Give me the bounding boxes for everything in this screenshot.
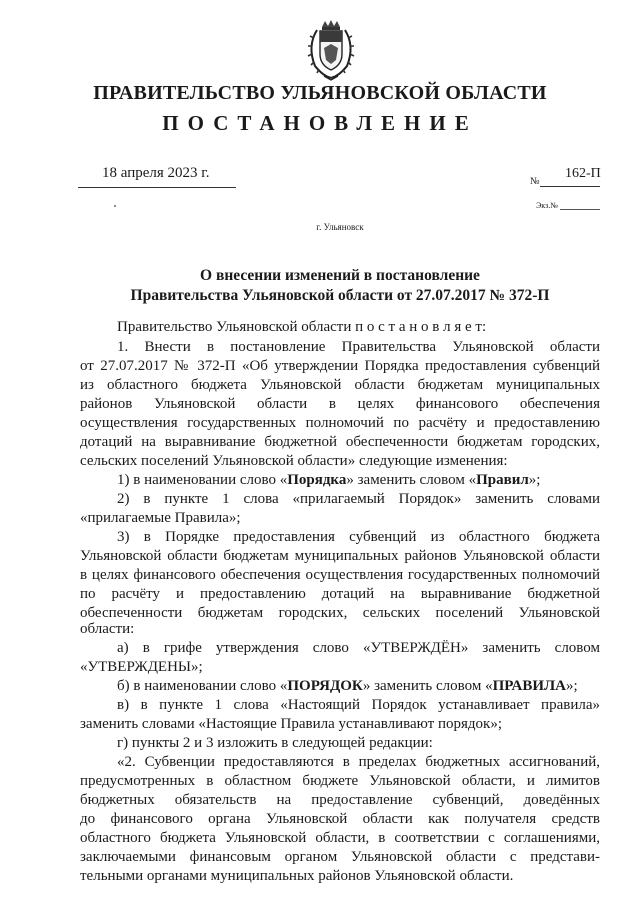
- body-line: г) пункты 2 и 3 изложить в следующей редакции:: [117, 735, 433, 751]
- body-line: тельными органами муниципальных районов Ульяновской области.: [80, 868, 514, 884]
- text-run: б) в наименовании слово «: [117, 678, 288, 694]
- body-line: по расчёту и предоставлению дотаций на выравнивание бюджетной: [80, 586, 600, 602]
- body-line: области:: [80, 621, 135, 637]
- copy-number-label: Экз.№: [536, 201, 558, 210]
- body-line: заключаемыми финансовым органом Ульяновской области с представи-: [80, 849, 600, 865]
- body-line: сельских поселений Ульяновской области» следующие изменения:: [80, 453, 508, 469]
- text-run: » заменить словом «: [362, 678, 493, 694]
- number-sign: №: [530, 176, 540, 187]
- body-line: [117, 471, 540, 489]
- copy-number-underline: [560, 209, 600, 210]
- bold-word: ПРАВИЛА: [492, 678, 567, 694]
- body-line: дотаций на выравнивание бюджетной обеспеченности бюджетам городских,: [80, 434, 600, 450]
- body-line: из областного бюджета Ульяновской области бюджетам муниципальных: [80, 377, 600, 393]
- body-line: осуществления государственных полномочий по расчёту и предоставлению: [80, 415, 600, 431]
- body-line: 3) в Порядке предоставления субвенций из областного бюджета: [117, 529, 600, 545]
- text-run: » заменить словом «: [346, 472, 477, 488]
- subject-line-1: О внесении изменений в постановление: [200, 267, 480, 284]
- body-line: «2. Субвенции предоставляются в пределах бюджетных ассигнований,: [117, 754, 600, 770]
- document-type-title: ПОСТАНОВЛЕНИЕ: [162, 111, 478, 135]
- body-line: «прилагаемые Правила»;: [80, 510, 241, 526]
- body-line: [117, 677, 578, 695]
- body-line: предусмотренных в областном бюджете Ульяновской области, и лимитов: [80, 773, 600, 789]
- date-underline: [78, 187, 236, 188]
- bold-word: ПОРЯДОК: [287, 678, 363, 694]
- decree-number: 162-П: [565, 166, 601, 181]
- body-line: в целях финансового обеспечения осуществления государственных полномочий: [80, 567, 600, 583]
- body-line: 2) в пункте 1 слова «прилагаемый Порядок» заменить словами: [117, 491, 600, 507]
- body-line: районов Ульяновской области в целях финансового обеспечения: [80, 396, 600, 412]
- city-name: г. Ульяновск: [316, 222, 364, 232]
- government-title: ПРАВИТЕЛЬСТВО УЛЬЯНОВСКОЙ ОБЛАСТИ: [93, 82, 547, 104]
- text-run: »;: [528, 472, 541, 488]
- body-line: в) в пункте 1 слова «Настоящий Порядок устанавливает правила»: [117, 697, 600, 713]
- body-line: заменить словами «Настоящие Правила устанавливают порядок»;: [80, 716, 502, 732]
- body-line: «УТВЕРЖДЕНЫ»;: [80, 659, 203, 675]
- body-line: а) в грифе утверждения слово «УТВЕРЖДЁН» заменить словом: [117, 640, 600, 656]
- body-line: Правительство Ульяновской области п о с т а н о в л я е т:: [117, 319, 487, 335]
- body-line: бюджетных обязательств на предоставление субвенций, доведённых: [80, 792, 600, 808]
- decree-date: 18 апреля 2023 г.: [102, 165, 210, 181]
- text-run: 1) в наименовании слово «: [117, 472, 288, 488]
- body-line: до финансового органа Ульяновской области как получателя средств: [80, 811, 600, 827]
- body-line: обеспеченности бюджетам городских, сельских поселений Ульяновской: [80, 605, 600, 621]
- body-line: областного бюджета Ульяновской области, в соответствии с соглашениями,: [80, 830, 600, 846]
- body-line: 1. Внести в постановление Правительства Ульяновской области: [117, 339, 600, 355]
- subject-line-2: Правительства Ульяновской области от 27.07.2017 № 372-П: [130, 287, 550, 304]
- bold-word: Правил: [476, 472, 529, 488]
- text-run: »;: [566, 678, 578, 694]
- body-line: от 27.07.2017 № 372-П «Об утверждении Порядка предоставления субвенций: [80, 358, 600, 374]
- scan-speck: [114, 205, 116, 207]
- bold-word: Порядка: [287, 472, 347, 488]
- coat-of-arms-icon: [300, 18, 362, 82]
- decree-subject: [0, 266, 640, 306]
- number-underline: [540, 186, 600, 187]
- body-line: Ульяновской области бюджетам муниципальных районов Ульяновской области: [80, 548, 600, 564]
